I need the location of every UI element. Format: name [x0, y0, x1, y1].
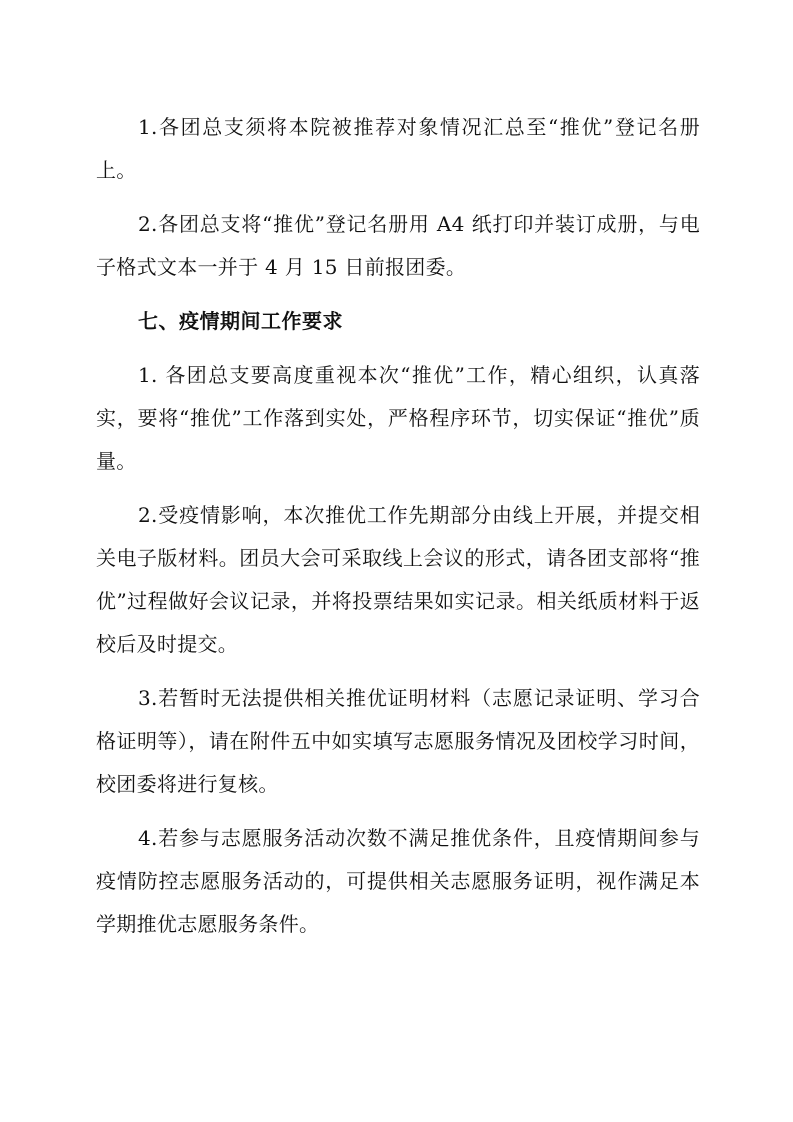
paragraph-requirement-3: 3.若暂时无法提供相关推优证明材料（志愿记录证明、学习合格证明等），请在附件五中如实填写志愿服务情况及团校学习时间，校团委将进行复核。: [96, 686, 700, 796]
paragraph-gap: [96, 666, 700, 677]
paragraph-requirement-4: 4.若参与志愿服务活动次数不满足推优条件，且疫情期间参与疫情防控志愿服务活动的，可提供相关志愿服务证明，视作满足本学期推优志愿服务条件。: [96, 826, 700, 936]
paragraph-registration-summary: 1.各团总支须将本院被推荐对象情况汇总至“推优”登记名册上。: [96, 115, 700, 182]
paragraph-gap: [96, 192, 700, 203]
paragraph-gap: [96, 343, 700, 354]
paragraph-requirement-1: 1. 各团总支要高度重视本次“推优”工作，精心组织，认真落实，要将“推优”工作落到实处，严格程序环节，切实保证“推优”质量。: [96, 363, 700, 473]
paragraph-requirement-2: 2.受疫情影响，本次推优工作先期部分由线上开展，并提交相关电子版材料。团员大会可采取线上会议的形式，请各团支部将“推优”过程做好会议记录，并将投票结果如实记录。相关纸质材料于返校后及时提交。: [96, 503, 700, 656]
paragraph-registration-printing: 2.各团总支将“推优”登记名册用 A4 纸打印并装订成册，与电子格式文本一并于 4 月 15 日前报团委。: [96, 212, 700, 279]
document-body: [96, 106, 700, 946]
paragraph-gap: [96, 806, 700, 817]
section-heading-epidemic-requirements: 七、疫情期间工作要求: [138, 309, 343, 333]
paragraph-gap: [96, 483, 700, 494]
paragraph-gap: [96, 289, 700, 300]
